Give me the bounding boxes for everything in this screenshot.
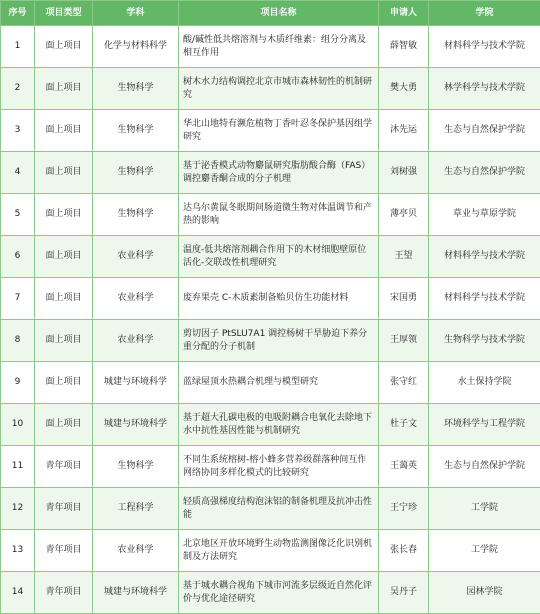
cell-no: 11 [1,446,35,488]
cell-project-name: 基于超大孔碳电极的电吸附耦合电氧化去除地下水中抗性基因性能与机制研究 [179,404,379,446]
cell-college: 园林学院 [429,572,540,614]
cell-subject: 生物科学 [93,446,179,488]
cell-college: 材料科学与技术学院 [429,26,540,68]
cell-subject: 生物科学 [93,110,179,152]
cell-project-name: 北京地区开放环境野生动物监测图像泛化识别机制及方法研究 [179,530,379,572]
table-row [1,278,540,320]
cell-applicant: 王蔼英 [379,446,429,488]
table-row [1,194,540,236]
table-header-row [1,1,540,26]
cell-no: 6 [1,236,35,278]
cell-college: 工学院 [429,530,540,572]
cell-subject: 农业科学 [93,320,179,362]
cell-type: 面上项目 [35,68,93,110]
cell-no: 9 [1,362,35,404]
cell-no: 5 [1,194,35,236]
header-college: 学院 [429,1,540,26]
cell-college: 材料科学与技术学院 [429,278,540,320]
table-row [1,572,540,614]
header-type: 项目类型 [35,1,93,26]
cell-college: 林学科学与技术学院 [429,68,540,110]
cell-subject: 农业科学 [93,236,179,278]
cell-college: 生物科学与技术学院 [429,320,540,362]
cell-project-name: 酸/碱性低共熔溶剂与木质纤维素：组分分离及相互作用 [179,26,379,68]
cell-no: 12 [1,488,35,530]
header-project-name: 项目名称 [179,1,379,26]
cell-college: 水土保持学院 [429,362,540,404]
cell-project-name: 蓝绿屋顶水热耦合机理与模型研究 [179,362,379,404]
cell-applicant: 宋国勇 [379,278,429,320]
cell-project-name: 华北山地特有濒危植物丁香叶忍冬保护基因组学研究 [179,110,379,152]
header-no: 序号 [1,1,35,26]
cell-type: 面上项目 [35,26,93,68]
cell-project-name: 树木水力结构调控北京市城市森林韧性的机制研究 [179,68,379,110]
header-subject: 学科 [93,1,179,26]
cell-project-name: 温度-低共熔溶剂耦合作用下的木材细胞壁原位活化-交联改性机理研究 [179,236,379,278]
cell-subject: 城建与环境科学 [93,362,179,404]
cell-subject: 生物科学 [93,152,179,194]
cell-college: 生态与自然保护学院 [429,110,540,152]
cell-type: 面上项目 [35,152,93,194]
cell-project-name: 轻质高强梯度结构泡沫铝的制备机理及抗冲击性能 [179,488,379,530]
cell-applicant: 沐先运 [379,110,429,152]
cell-project-name: 废弃果壳 C-木质素制备贻贝仿生功能材料 [179,278,379,320]
cell-no: 10 [1,404,35,446]
cell-no: 7 [1,278,35,320]
cell-type: 面上项目 [35,194,93,236]
table-row [1,404,540,446]
cell-type: 面上项目 [35,110,93,152]
cell-no: 3 [1,110,35,152]
cell-applicant: 王宁珍 [379,488,429,530]
cell-applicant: 吴丹子 [379,572,429,614]
cell-applicant: 杜子文 [379,404,429,446]
cell-subject: 城建与环境科学 [93,572,179,614]
cell-applicant: 张守红 [379,362,429,404]
cell-type: 面上项目 [35,278,93,320]
cell-college: 材料科学与技术学院 [429,236,540,278]
cell-subject: 生物科学 [93,68,179,110]
cell-project-name: 基于泌香模式动物麝鼠研究脂肪酸合酶（FAS）调控麝香酮合成的分子机理 [179,152,379,194]
cell-type: 青年项目 [35,446,93,488]
cell-no: 1 [1,26,35,68]
table-row [1,26,540,68]
cell-college: 生态与自然保护学院 [429,446,540,488]
cell-applicant: 薛智敏 [379,26,429,68]
cell-subject: 工程科学 [93,488,179,530]
table-row [1,152,540,194]
cell-type: 面上项目 [35,362,93,404]
cell-college: 环境科学与工程学院 [429,404,540,446]
cell-subject: 城建与环境科学 [93,404,179,446]
cell-no: 13 [1,530,35,572]
cell-subject: 农业科学 [93,278,179,320]
table-row [1,446,540,488]
cell-type: 青年项目 [35,488,93,530]
cell-subject: 生物科学 [93,194,179,236]
cell-no: 4 [1,152,35,194]
cell-no: 14 [1,572,35,614]
cell-type: 面上项目 [35,404,93,446]
cell-project-name: 达乌尔黄鼠冬眠期间肠道微生物对体温调节和产热的影响 [179,194,379,236]
cell-project-name: 剪切因子 PtSLU7A1 调控杨树干旱胁迫下养分重分配的分子机制 [179,320,379,362]
cell-applicant: 王厚领 [379,320,429,362]
cell-type: 青年项目 [35,530,93,572]
cell-college: 工学院 [429,488,540,530]
table-row [1,320,540,362]
table-row [1,110,540,152]
table-row [1,236,540,278]
table-row [1,362,540,404]
cell-subject: 农业科学 [93,530,179,572]
cell-applicant: 王望 [379,236,429,278]
cell-college: 草业与草原学院 [429,194,540,236]
cell-type: 面上项目 [35,320,93,362]
cell-applicant: 樊大勇 [379,68,429,110]
cell-project-name: 基于城水耦合视角下城市河流多层级近自然化评价与优化途径研究 [179,572,379,614]
cell-type: 青年项目 [35,572,93,614]
cell-applicant: 刘树强 [379,152,429,194]
cell-applicant: 薄亭贝 [379,194,429,236]
cell-project-name: 不同生系统榕树-榕小蜂多营养级群落种间互作网络协同多样化模式的比较研究 [179,446,379,488]
cell-applicant: 张长春 [379,530,429,572]
table-row [1,68,540,110]
cell-subject: 化学与材料科学 [93,26,179,68]
cell-no: 8 [1,320,35,362]
header-applicant: 申请人 [379,1,429,26]
table-row [1,488,540,530]
table-row [1,530,540,572]
cell-college: 生态与自然保护学院 [429,152,540,194]
cell-type: 面上项目 [35,236,93,278]
cell-no: 2 [1,68,35,110]
